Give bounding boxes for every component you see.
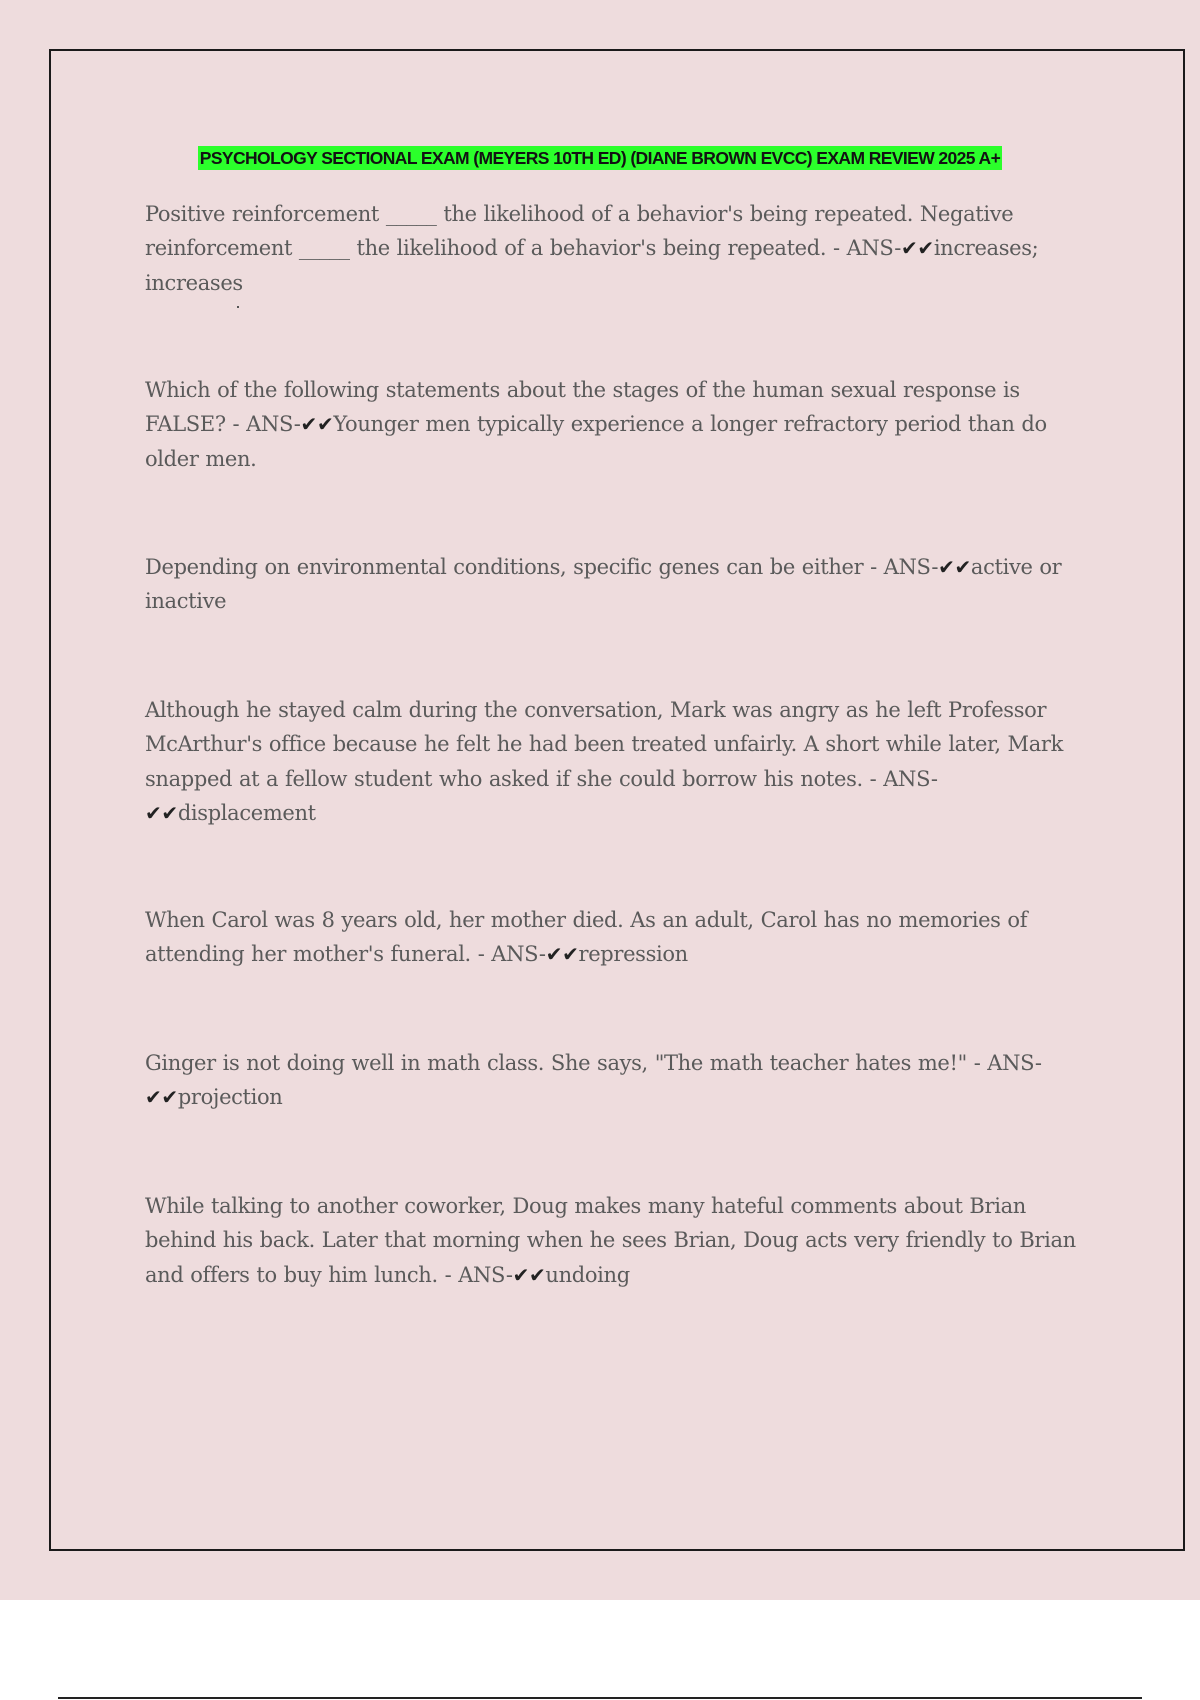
question-text: Positive reinforcement _____ the likelihood of a behavior's being repeated. Negative reinforcement _____ the likelihood of a behavior's being repeated. <box>145 202 1014 261</box>
qa-item-7 <box>145 1189 1095 1292</box>
ans-marker: - ANS- <box>966 1051 1042 1075</box>
answer-text: active or inactive <box>145 555 1062 614</box>
ans-marker: - ANS- <box>437 1262 513 1287</box>
question-text: While talking to another coworker, Doug makes many hateful comments about Brian behind his back. Later that morning when he sees Brian, Doug acts very friendly to Brian and offers to buy him lunch. <box>145 1194 1076 1287</box>
answer-text: displacement <box>177 800 316 825</box>
check-mark-icon: ✔✔ <box>900 236 934 261</box>
ans-marker: - ANS- <box>225 412 301 437</box>
document-title: PSYCHOLOGY SECTIONAL EXAM (MEYERS 10TH ED) (DIANE BROWN EVCC) EXAM REVIEW 2025 A+ <box>199 148 1001 168</box>
qa-item-5 <box>145 903 1095 972</box>
answer-text: increases; increases <box>145 236 1039 295</box>
question-text: Which of the following statements about the stages of the human sexual response is FALSE? <box>145 378 1020 437</box>
check-mark-icon: ✔✔ <box>512 1262 546 1287</box>
question-text: Ginger is not doing well in math class. She says, "The math teacher hates me!" <box>145 1051 967 1075</box>
answer-text: projection <box>177 1085 283 1110</box>
qa-item-6 <box>145 1046 1095 1115</box>
qa-item-4 <box>145 693 1095 830</box>
ans-marker: - ANS- <box>863 555 939 579</box>
question-text: Depending on environmental conditions, specific genes can be either <box>145 555 864 579</box>
ans-marker: - ANS- <box>470 942 546 967</box>
check-mark-icon: ✔✔ <box>145 800 178 825</box>
qa-item-1 <box>145 197 1095 300</box>
check-mark-icon: ✔✔ <box>938 555 971 579</box>
question-text: Although he stayed calm during the conversation, Mark was angry as he left Professor McArthur's office because he felt he had been treated unfairly. A short while later, Mark snapped at a fellow student who asked if she could borrow his notes. <box>145 698 1063 791</box>
ans-marker: - ANS- <box>826 236 901 261</box>
check-mark-icon: ✔✔ <box>145 1085 178 1110</box>
qa-item-2 <box>145 373 1095 476</box>
stray-dot <box>237 306 239 308</box>
answer-text: undoing <box>545 1262 630 1287</box>
footer-divider <box>58 1697 1142 1699</box>
check-mark-icon: ✔✔ <box>545 942 579 967</box>
qa-item-3 <box>145 550 1095 619</box>
ans-marker: - ANS- <box>862 766 938 791</box>
check-mark-icon: ✔✔ <box>300 412 334 437</box>
answer-text: repression <box>578 942 688 967</box>
question-text: When Carol was 8 years old, her mother died. As an adult, Carol has no memories of attending her mother's funeral. <box>145 908 1028 967</box>
title-container <box>0 146 1200 170</box>
answer-text: Younger men typically experience a longer refractory period than do older men. <box>145 412 1047 471</box>
